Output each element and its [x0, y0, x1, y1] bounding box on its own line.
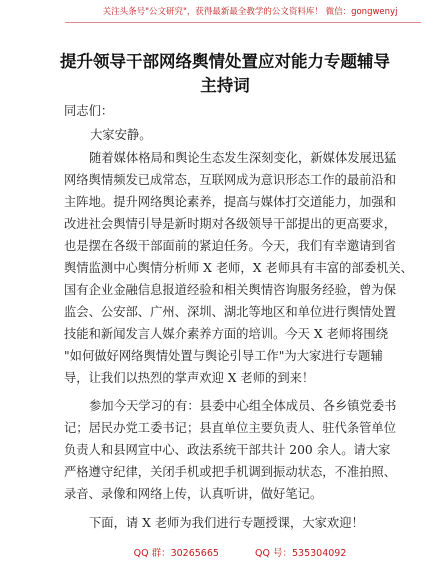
header-banner: 关注头条号"公文研究"，获得最新最全教学的公文资料库！ 微信：gongwenyj [102, 7, 398, 17]
paragraph-1 [64, 147, 413, 389]
paragraph-1-line: 国有企业金融信息报道经验和相关舆情咨询服务经验，曾为保 [64, 283, 397, 297]
paragraph-1-line: 导，让我们以热烈的掌声欢迎 X 老师的到来！ [64, 371, 315, 385]
paragraph-2-line: 负责人和县网宣中心、政法系统干部共计 200 余人。请大家 [64, 443, 391, 457]
paragraph-1-line: 技能和新闻发言人媒介素养方面的培训。今天 X 老师将围绕 [64, 327, 388, 341]
greeting: 大家安静。 [90, 128, 152, 142]
paragraph-1-line: 舆情监测中心舆情分析师 X 老师，X 老师具有丰富的部委机关、 [64, 261, 413, 275]
paragraph-1-line: "如何做好网络舆情处置与舆论引导工作"为大家进行专题辅 [64, 349, 383, 363]
paragraph-2-line: 录音、录像和网络上传，认真听讲，做好笔记。 [64, 487, 323, 501]
title-line-1: 提升领导干部网络舆情处置应对能力专题辅导 [60, 52, 390, 71]
paragraph-1-line: 监会、公安部、广州、深圳、湖北等地区和单位进行舆情处置 [64, 305, 397, 319]
footer-contact [100, 545, 380, 559]
paragraph-1-line: 主阵地。提升网络舆论素养，提高与媒体打交道能力，加强和 [64, 195, 397, 209]
paragraph-2 [64, 395, 397, 505]
paragraph-1-line: 改进社会舆情引导是新时期对各级领导干部提出的更高要求， [64, 217, 397, 231]
title-line-2: 主持词 [200, 76, 250, 95]
paragraph-1-line: 也是摆在各级干部面前的紧迫任务。今天，我们有幸邀请到省 [64, 239, 397, 253]
paragraph-2-line: 记；居民办党工委书记；县直单位主要负责人、驻代条管单位 [64, 421, 397, 435]
salutation: 同志们： [64, 104, 114, 118]
footer-qq: QQ 号：535304092 [255, 548, 347, 559]
document-title [60, 50, 390, 98]
footer-qq-group: QQ 群：30265665 [133, 548, 219, 559]
paragraph-1-line: 随着媒体格局和舆论生态发生深刻变化，新媒体发展迅猛 [89, 151, 397, 165]
paragraph-2-line: 严格遵守纪律，关闭手机或把手机调到振动状态，不准拍照、 [64, 465, 397, 479]
paragraph-2-line: 参加今天学习的有：县委中心组全体成员、各乡镇党委书 [89, 399, 397, 413]
paragraph-1-line: 网络舆情频发已成常态，互联网成为意识形态工作的最前沿和 [64, 173, 397, 187]
closing-paragraph: 下面，请 X 老师为我们进行专题授课，大家欢迎！ [89, 516, 364, 530]
header-divider [65, 22, 421, 23]
